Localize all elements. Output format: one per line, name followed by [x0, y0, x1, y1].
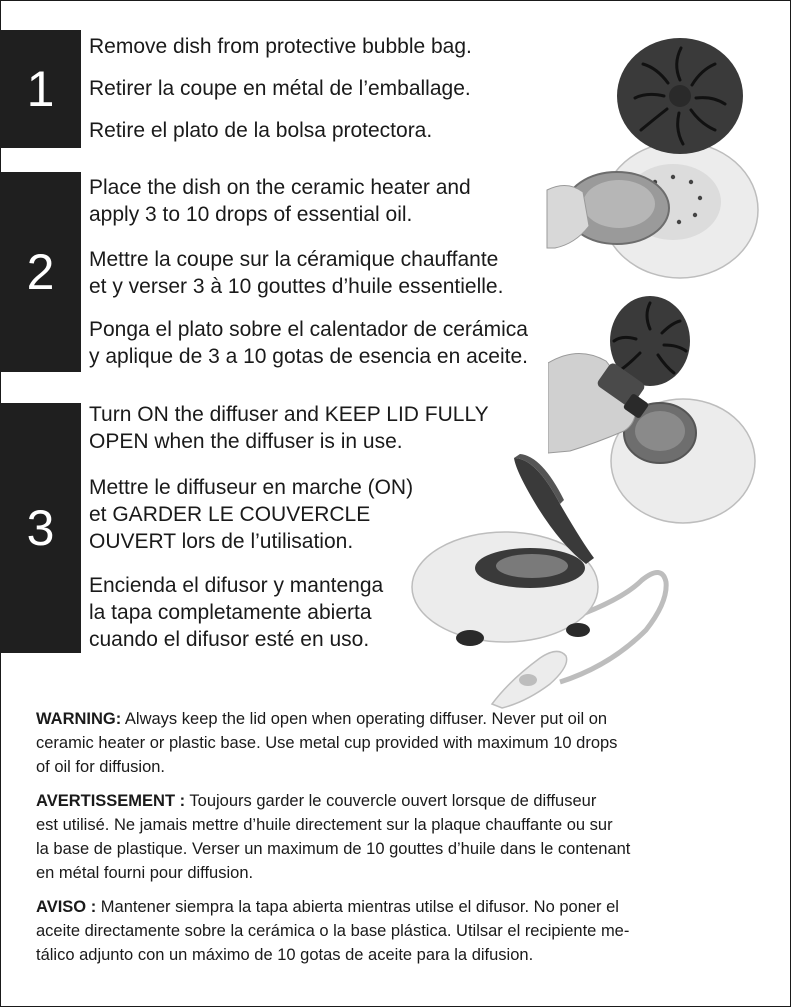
- step-2-french-line-2: et y verser 3 à 10 gouttes d’huile essentielle.: [89, 275, 504, 298]
- warning-french-line: en métal fourni pour diffusion.: [36, 864, 254, 882]
- step-2-english-line-2: apply 3 to 10 drops of essential oil.: [89, 203, 413, 226]
- illustration-diffuser-open: [410, 452, 682, 710]
- warning-spanish-label: AVISO :: [36, 898, 97, 916]
- warning-english-line: Always keep the lid open when operating diffuser. Never put oil on: [121, 710, 608, 728]
- warning-french-line: Toujours garder le couvercle ouvert lorsque de diffuseur: [185, 792, 597, 810]
- step-2-french-line-1: Mettre la coupe sur la céramique chauffante: [89, 248, 499, 271]
- step-3-english-line-2: OPEN when the diffuser is in use.: [89, 430, 403, 453]
- step-2-spanish-line-2: y aplique de 3 a 10 gotas de esencia en aceite.: [89, 345, 528, 368]
- step-2-english-line-1: Place the dish on the ceramic heater and: [89, 176, 471, 199]
- step-1-number: 1: [0, 30, 81, 148]
- warning-spanish: [36, 895, 736, 967]
- step-2-spanish-line-1: Ponga el plato sobre el calentador de cerámica: [89, 318, 528, 341]
- warning-spanish-line: Mantener siempra la tapa abierta mientras utilse el difusor. No poner el: [96, 898, 619, 916]
- warning-english-line: ceramic heater or plastic base. Use metal cup provided with maximum 10 drops: [36, 734, 618, 752]
- warning-spanish-line: aceite directamente sobre la cerámica o la base plástica. Utilsar el recipiente me-: [36, 922, 630, 940]
- illustration-remove-dish: [545, 30, 760, 285]
- step-3-spanish-line-1: Encienda el difusor y mantenga: [89, 574, 384, 597]
- warning-french-label: AVERTISSEMENT :: [36, 792, 186, 810]
- step-3-spanish-line-3: cuando el difusor esté en uso.: [89, 628, 370, 651]
- step-3-french-line-2: et GARDER LE COUVERCLE: [89, 503, 371, 526]
- step-3-spanish-line-2: la tapa completamente abierta: [89, 601, 372, 624]
- warning-french-line: est utilisé. Ne jamais mettre d’huile directement sur la plaque chauffante ou sur: [36, 816, 613, 834]
- warning-english-label: WARNING:: [36, 710, 122, 728]
- step-1-spanish: Retire el plato de la bolsa protectora.: [89, 119, 433, 142]
- step-1-french: Retirer la coupe en métal de l’emballage.: [89, 77, 471, 100]
- step-3-french-line-3: OUVERT lors de l’utilisation.: [89, 530, 354, 553]
- step-1-english: Remove dish from protective bubble bag.: [89, 35, 472, 58]
- warning-english-line: of oil for diffusion.: [36, 758, 166, 776]
- step-3-english-line-1: Turn ON the diffuser and KEEP LID FULLY: [89, 403, 489, 426]
- warning-spanish-line: tálico adjunto con un máximo de 10 gotas de aceite para la difusion.: [36, 946, 534, 964]
- step-3-number: 3: [0, 403, 81, 653]
- warning-french: [36, 789, 736, 885]
- warning-french-line: la base de plastique. Verser un maximum de 10 gouttes d’huile dans le contenant: [36, 840, 631, 858]
- step-2-number: 2: [0, 172, 81, 372]
- step-3-french-line-1: Mettre le diffuseur en marche (ON): [89, 476, 414, 499]
- warning-english: [36, 707, 736, 779]
